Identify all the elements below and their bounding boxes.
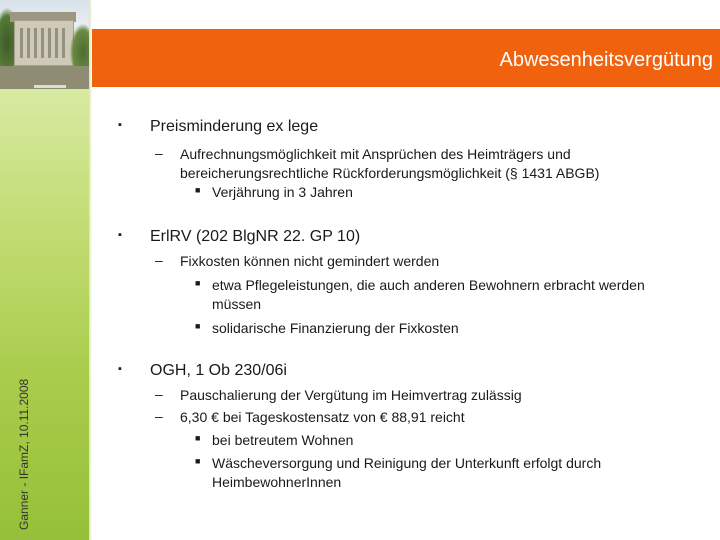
bullet-text: Pauschalierung der Vergütung im Heimvertrag zulässig bbox=[180, 387, 522, 403]
square-bullet-icon: ■ bbox=[195, 433, 201, 443]
bullet-text: Preisminderung ex lege bbox=[150, 118, 319, 135]
dash-bullet-icon: – bbox=[155, 145, 163, 161]
bullet-text: Aufrechnungsmöglichkeit mit Ansprüchen des Heimträgers und bereicherungsrechtliche Rückforderungsmöglichkeit (§ 1431 ABGB) bbox=[180, 146, 600, 181]
bullet-text: Wäscheversorgung und Reinigung der Unterkunft erfolgt durch HeimbewohnerInnen bbox=[212, 455, 602, 490]
square-bullet-icon: ▪ bbox=[118, 363, 122, 375]
bullet-text: Fixkosten können nicht gemindert werden bbox=[180, 253, 440, 269]
dash-bullet-icon: – bbox=[155, 408, 163, 424]
square-bullet-icon: ■ bbox=[195, 456, 201, 466]
photo-caption-mark bbox=[34, 85, 66, 88]
square-bullet-icon: ■ bbox=[195, 185, 201, 195]
dash-bullet-icon: – bbox=[155, 252, 163, 268]
square-bullet-icon: ■ bbox=[195, 278, 201, 288]
bullet-text: OGH, 1 Ob 230/06i bbox=[150, 362, 287, 379]
bullet-text: Verjährung in 3 Jahren bbox=[212, 184, 353, 200]
slide-title: Abwesenheitsvergütung bbox=[499, 49, 713, 71]
windows-shape bbox=[20, 28, 66, 58]
header-top-space bbox=[92, 0, 720, 29]
square-bullet-icon: ■ bbox=[195, 321, 201, 331]
sidebar-footer-text: Ganner - IFamZ, 10.11.2008 bbox=[17, 378, 31, 530]
header-bar bbox=[92, 29, 720, 87]
bullet-text: 6,30 € bei Tageskostensatz von € 88,91 reicht bbox=[180, 409, 465, 425]
bullet-text: bei betreutem Wohnen bbox=[212, 432, 354, 448]
building-photo bbox=[0, 0, 89, 89]
bullet-text: solidarische Finanzierung der Fixkosten bbox=[212, 320, 459, 336]
square-bullet-icon: ▪ bbox=[118, 119, 122, 131]
bullet-text: ErlRV (202 BlgNR 22. GP 10) bbox=[150, 228, 361, 245]
dash-bullet-icon: – bbox=[155, 386, 163, 402]
bullet-text: etwa Pflegeleistungen, die auch anderen Bewohnern erbracht werden müssen bbox=[212, 277, 645, 312]
square-bullet-icon: ▪ bbox=[118, 229, 122, 241]
